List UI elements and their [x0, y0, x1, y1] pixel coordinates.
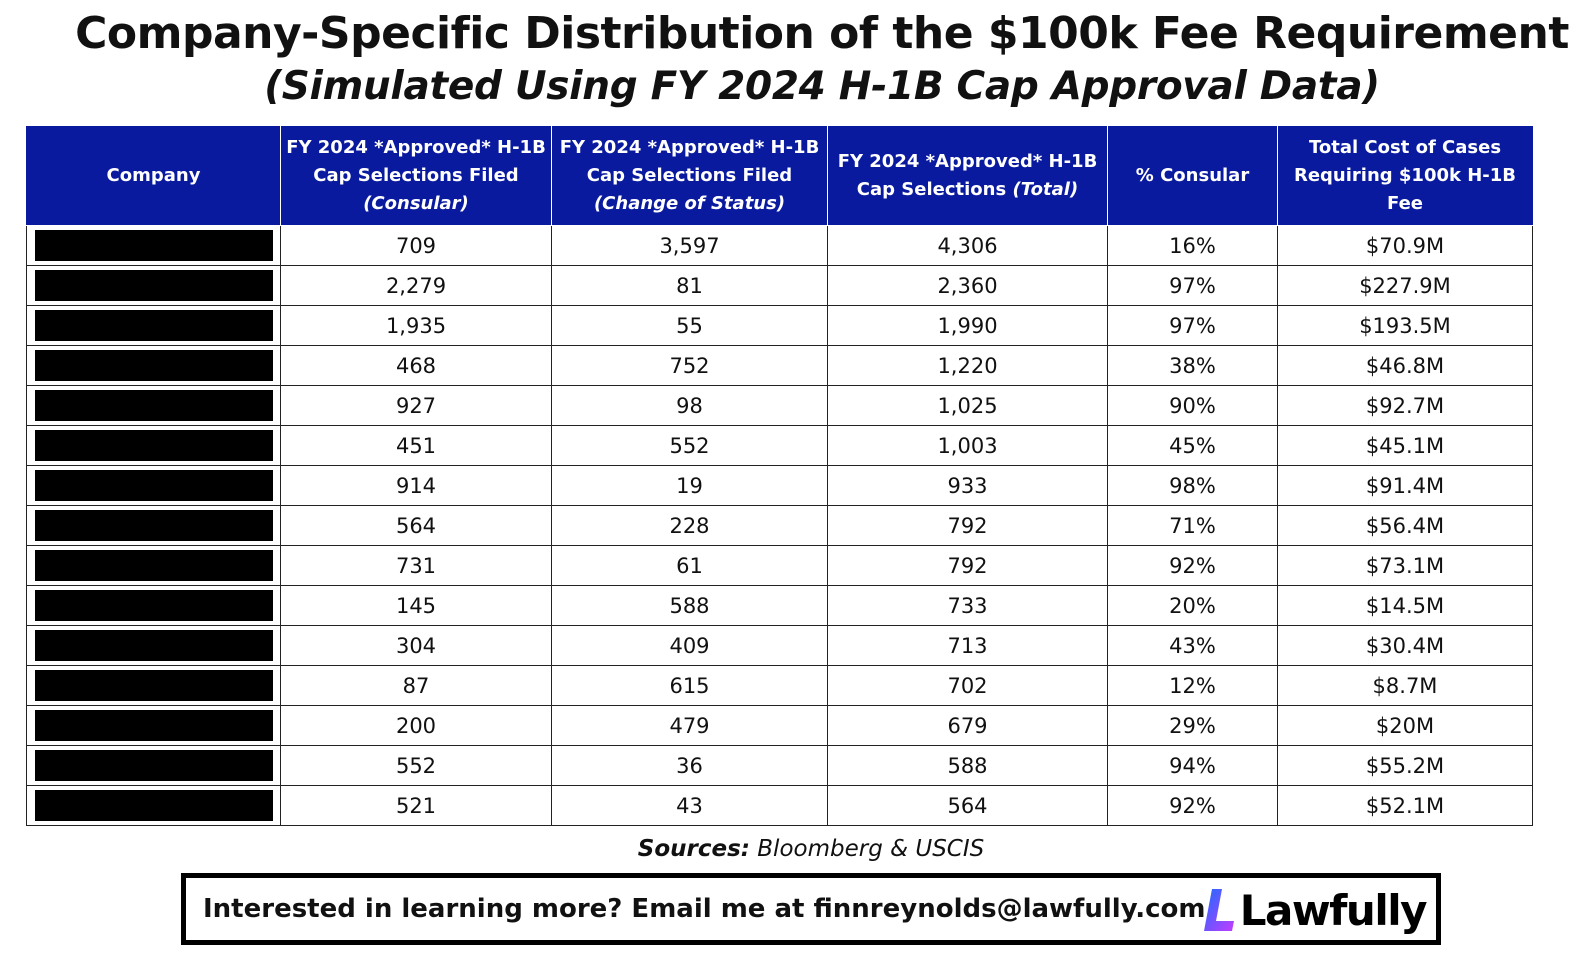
table-header-row	[27, 127, 1533, 226]
consular-cell: 914	[281, 466, 552, 506]
redacted-company-name	[35, 510, 273, 541]
company-cell	[27, 746, 281, 786]
total-cost-cell: $70.9M	[1278, 226, 1533, 266]
table-row	[27, 386, 1533, 426]
total-cell: 792	[828, 506, 1108, 546]
total-cell: 713	[828, 626, 1108, 666]
header-company: Company	[27, 127, 281, 226]
total-cell: 733	[828, 586, 1108, 626]
consular-cell: 200	[281, 706, 552, 746]
total-cost-cell: $92.7M	[1278, 386, 1533, 426]
percent-consular-cell: 71%	[1108, 506, 1278, 546]
redacted-company-name	[35, 790, 273, 821]
redacted-company-name	[35, 630, 273, 661]
redacted-company-name	[35, 750, 273, 781]
percent-consular-cell: 45%	[1108, 426, 1278, 466]
company-cell	[27, 426, 281, 466]
company-cell	[27, 266, 281, 306]
fee-distribution-table	[26, 126, 1533, 826]
total-cost-cell: $91.4M	[1278, 466, 1533, 506]
table-row	[27, 306, 1533, 346]
header-percent-consular: % Consular	[1108, 127, 1278, 226]
percent-consular-cell: 16%	[1108, 226, 1278, 266]
table-row	[27, 586, 1533, 626]
consular-cell: 521	[281, 786, 552, 826]
consular-cell: 564	[281, 506, 552, 546]
total-cost-cell: $56.4M	[1278, 506, 1533, 546]
company-cell	[27, 706, 281, 746]
total-cell: 2,360	[828, 266, 1108, 306]
table-row	[27, 786, 1533, 826]
change-of-status-cell: 36	[552, 746, 828, 786]
company-cell	[27, 666, 281, 706]
total-cost-cell: $55.2M	[1278, 746, 1533, 786]
total-cost-cell: $52.1M	[1278, 786, 1533, 826]
total-cell: 792	[828, 546, 1108, 586]
change-of-status-cell: 43	[552, 786, 828, 826]
sources-label: Sources:	[637, 836, 750, 862]
total-cell: 1,025	[828, 386, 1108, 426]
table-row	[27, 506, 1533, 546]
total-cell: 702	[828, 666, 1108, 706]
company-cell	[27, 386, 281, 426]
percent-consular-cell: 94%	[1108, 746, 1278, 786]
change-of-status-cell: 409	[552, 626, 828, 666]
sources-line	[0, 836, 1578, 862]
consular-cell: 709	[281, 226, 552, 266]
consular-cell: 2,279	[281, 266, 552, 306]
total-cost-cell: $73.1M	[1278, 546, 1533, 586]
logo-text: Lawfully	[1239, 885, 1426, 935]
table-row	[27, 426, 1533, 466]
consular-cell: 1,935	[281, 306, 552, 346]
total-cost-cell: $20M	[1278, 706, 1533, 746]
total-cost-cell: $45.1M	[1278, 426, 1533, 466]
change-of-status-cell: 19	[552, 466, 828, 506]
table-row	[27, 226, 1533, 266]
percent-consular-cell: 92%	[1108, 546, 1278, 586]
lawfully-logo	[1200, 884, 1426, 936]
header-total: FY 2024 *Approved* H-1B Cap Selections (Total)	[828, 127, 1108, 226]
sources-text: Bloomberg & USCIS	[757, 836, 985, 862]
total-cell: 1,220	[828, 346, 1108, 386]
consular-cell: 731	[281, 546, 552, 586]
change-of-status-cell: 228	[552, 506, 828, 546]
total-cell: 588	[828, 746, 1108, 786]
contact-text: Interested in learning more? Email me at finnreynolds@lawfully.com	[203, 894, 1206, 924]
total-cost-cell: $30.4M	[1278, 626, 1533, 666]
change-of-status-cell: 55	[552, 306, 828, 346]
total-cost-cell: $14.5M	[1278, 586, 1533, 626]
table-row	[27, 706, 1533, 746]
redacted-company-name	[35, 710, 273, 741]
consular-cell: 552	[281, 746, 552, 786]
redacted-company-name	[35, 270, 273, 301]
header-change-of-status: FY 2024 *Approved* H-1B Cap Selections Filed (Change of Status)	[552, 127, 828, 226]
consular-cell: 468	[281, 346, 552, 386]
table-row	[27, 546, 1533, 586]
table-row	[27, 666, 1533, 706]
change-of-status-cell: 3,597	[552, 226, 828, 266]
percent-consular-cell: 43%	[1108, 626, 1278, 666]
change-of-status-cell: 61	[552, 546, 828, 586]
change-of-status-cell: 752	[552, 346, 828, 386]
header-consular: FY 2024 *Approved* H-1B Cap Selections Filed (Consular)	[281, 127, 552, 226]
total-cell: 679	[828, 706, 1108, 746]
table-row	[27, 626, 1533, 666]
table-body	[27, 226, 1533, 826]
company-cell	[27, 466, 281, 506]
redacted-company-name	[35, 550, 273, 581]
percent-consular-cell: 98%	[1108, 466, 1278, 506]
table-row	[27, 266, 1533, 306]
company-cell	[27, 626, 281, 666]
percent-consular-cell: 20%	[1108, 586, 1278, 626]
company-cell	[27, 506, 281, 546]
lawfully-l-logo-icon	[1200, 887, 1236, 933]
company-cell	[27, 786, 281, 826]
change-of-status-cell: 479	[552, 706, 828, 746]
consular-cell: 145	[281, 586, 552, 626]
total-cell: 564	[828, 786, 1108, 826]
percent-consular-cell: 12%	[1108, 666, 1278, 706]
change-of-status-cell: 98	[552, 386, 828, 426]
redacted-company-name	[35, 390, 273, 421]
contact-banner	[181, 873, 1441, 945]
consular-cell: 304	[281, 626, 552, 666]
percent-consular-cell: 38%	[1108, 346, 1278, 386]
consular-cell: 451	[281, 426, 552, 466]
redacted-company-name	[35, 590, 273, 621]
redacted-company-name	[35, 670, 273, 701]
total-cost-cell: $8.7M	[1278, 666, 1533, 706]
total-cell: 933	[828, 466, 1108, 506]
percent-consular-cell: 97%	[1108, 306, 1278, 346]
change-of-status-cell: 615	[552, 666, 828, 706]
company-cell	[27, 586, 281, 626]
company-cell	[27, 546, 281, 586]
total-cost-cell: $193.5M	[1278, 306, 1533, 346]
change-of-status-cell: 588	[552, 586, 828, 626]
table-row	[27, 466, 1533, 506]
company-cell	[27, 306, 281, 346]
page-subtitle: (Simulated Using FY 2024 H-1B Cap Approval Data)	[264, 64, 1380, 109]
percent-consular-cell: 29%	[1108, 706, 1278, 746]
redacted-company-name	[35, 230, 273, 261]
company-cell	[27, 346, 281, 386]
total-cell: 1,003	[828, 426, 1108, 466]
percent-consular-cell: 90%	[1108, 386, 1278, 426]
header-total-cost: Total Cost of Cases Requiring $100k H-1B Fee	[1278, 127, 1533, 226]
redacted-company-name	[35, 310, 273, 341]
table-row	[27, 346, 1533, 386]
percent-consular-cell: 97%	[1108, 266, 1278, 306]
change-of-status-cell: 81	[552, 266, 828, 306]
redacted-company-name	[35, 350, 273, 381]
total-cell: 1,990	[828, 306, 1108, 346]
redacted-company-name	[35, 470, 273, 501]
consular-cell: 927	[281, 386, 552, 426]
consular-cell: 87	[281, 666, 552, 706]
redacted-company-name	[35, 430, 273, 461]
total-cell: 4,306	[828, 226, 1108, 266]
change-of-status-cell: 552	[552, 426, 828, 466]
page-title: Company-Specific Distribution of the $100k Fee Requirement	[75, 8, 1569, 59]
table-row	[27, 746, 1533, 786]
company-cell	[27, 226, 281, 266]
total-cost-cell: $46.8M	[1278, 346, 1533, 386]
percent-consular-cell: 92%	[1108, 786, 1278, 826]
total-cost-cell: $227.9M	[1278, 266, 1533, 306]
